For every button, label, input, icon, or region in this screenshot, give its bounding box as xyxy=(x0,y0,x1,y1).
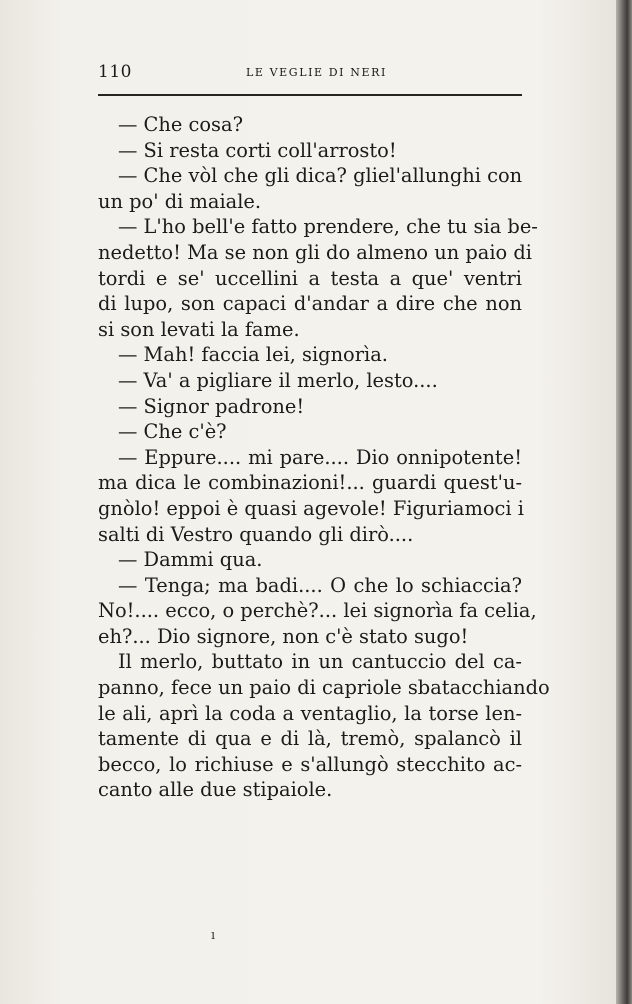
text-line: Il merlo, buttato in un cantuccio del ca- xyxy=(118,650,522,674)
text-line: — L'ho bell'e fatto prendere, che tu sia be- xyxy=(118,215,538,239)
text-line: gnòlo! eppoi è quasi agevole! Figuriamoci i xyxy=(98,496,524,520)
text-line: — Signor padrone! xyxy=(118,394,305,418)
text-line: canto alle due stipaiole. xyxy=(98,778,333,802)
text-line: No!.... ecco, o perchè?... lei signorìa fa celia, xyxy=(98,599,537,623)
text-line: salti di Vestro quando gli dirò.... xyxy=(98,522,414,546)
text-line: si son levati la fame. xyxy=(98,317,300,341)
header-rule xyxy=(98,94,522,96)
text-line: tamente di qua e di là, tremò, spalancò il xyxy=(98,727,522,751)
text-line: becco, lo richiuse e s'allungò stecchito ac- xyxy=(98,752,522,776)
text-line: ma dica le combinazioni!... guardi quest'u- xyxy=(98,471,522,495)
text-line: le ali, aprì la coda a ventaglio, la torse len- xyxy=(98,701,522,725)
text-line: panno, fece un paio di capriole sbatacchiando xyxy=(98,676,550,700)
text-line: — Va' a pigliare il merlo, lesto.... xyxy=(118,368,438,392)
page-number: 110 xyxy=(98,62,132,82)
text-line: — Tenga; ma badi.... O che lo schiaccia? xyxy=(118,573,522,597)
running-title: LE VEGLIE DI NERI xyxy=(246,66,387,79)
text-line: — Dammi qua. xyxy=(118,548,263,572)
text-line: di lupo, son capaci d'andar a dire che non xyxy=(98,292,522,316)
text-line: — Si resta corti coll'arrosto! xyxy=(118,138,397,162)
text-line: eh?... Dio signore, non c'è stato sugo! xyxy=(98,624,469,648)
binding-gutter xyxy=(616,0,632,1004)
body-text xyxy=(98,112,550,803)
text-line: un po' di maiale. xyxy=(98,189,262,213)
text-line: nedetto! Ma se non gli do almeno un paio di xyxy=(98,240,532,264)
text-line: — Che vòl che gli dica? gliel'allunghi con xyxy=(118,164,523,188)
text-line: — Che c'è? xyxy=(118,420,227,444)
text-line: — Che cosa? xyxy=(118,113,243,136)
text-line: — Eppure.... mi pare.... Dio onnipotente! xyxy=(118,445,522,469)
text-line: — Mah! faccia lei, signorìa. xyxy=(118,343,388,367)
footer-mark: ı xyxy=(211,928,216,943)
page-header xyxy=(98,60,522,88)
text-line: tordi e se' uccellini a testa a que' ventri xyxy=(98,266,522,290)
